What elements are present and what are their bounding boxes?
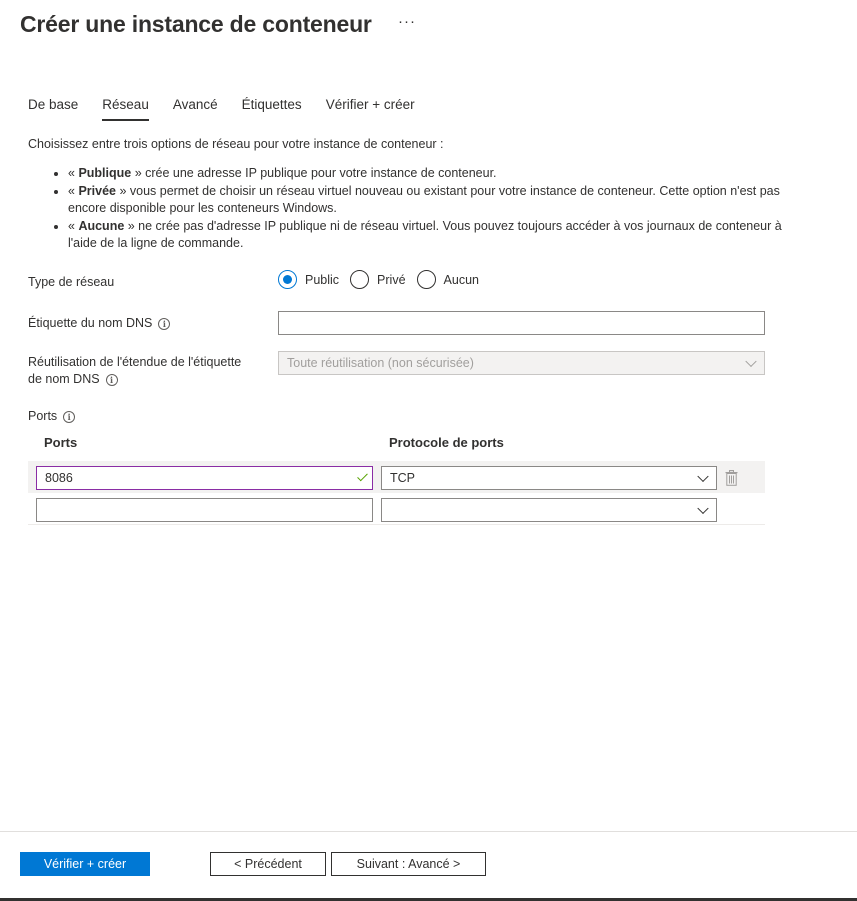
network-type-label: Type de réseau <box>28 275 115 289</box>
tab-tags[interactable]: Étiquettes <box>241 97 302 112</box>
radio-unchecked-icon[interactable] <box>350 270 369 289</box>
option-name: Publique <box>78 166 132 180</box>
tab-review-create[interactable]: Vérifier + créer <box>325 97 415 112</box>
protocol-dropdown[interactable]: TCP <box>381 466 717 490</box>
dns-reuse-label: Réutilisation de l'étendue de l'étiquette de nom DNS i <box>28 355 242 386</box>
dns-label-input[interactable] <box>278 311 765 335</box>
protocol-column-header: Protocole de ports <box>389 435 504 450</box>
row-divider <box>28 524 765 525</box>
next-button[interactable]: Suivant : Avancé > <box>331 852 486 876</box>
checkmark-icon <box>357 471 368 482</box>
dns-reuse-dropdown: Toute réutilisation (non sécurisée) <box>278 351 765 375</box>
review-create-button[interactable]: Vérifier + créer <box>20 852 150 876</box>
info-icon[interactable]: i <box>158 318 170 330</box>
intro-text: Choisissez entre trois options de réseau pour votre instance de conteneur : <box>28 137 444 151</box>
chevron-down-icon <box>697 471 708 482</box>
tab-bar <box>28 97 439 121</box>
list-item: • « Aucune » ne crée pas d'adresse IP publique ni de réseau virtuel. Vous pouvez toujours accéder à vos journaux de conteneur à l'aide de la ligne de commande. <box>68 218 782 253</box>
ports-section-label: Ports i <box>28 408 75 425</box>
more-options-button[interactable]: ··· <box>398 13 416 30</box>
delete-icon[interactable] <box>725 470 738 486</box>
footer-divider <box>0 831 857 832</box>
radio-checked-icon[interactable] <box>278 270 297 289</box>
tab-advanced[interactable]: Avancé <box>172 97 218 112</box>
list-item: • « Privée » vous permet de choisir un réseau virtuel nouveau ou existant pour votre instance de conteneur. Cette option n'est pas encore disponible pour les conteneurs Windows. <box>68 183 782 218</box>
info-icon[interactable]: i <box>106 374 118 386</box>
new-protocol-dropdown[interactable] <box>381 498 717 522</box>
radio-public[interactable]: Public <box>278 270 339 289</box>
radio-private[interactable]: Privé <box>350 270 405 289</box>
tab-basics[interactable]: De base <box>28 97 79 112</box>
dns-label-label: Étiquette du nom DNS i <box>28 315 170 332</box>
page-title: Créer une instance de conteneur <box>20 11 372 37</box>
list-item: • « Publique » crée une adresse IP publique pour votre instance de conteneur. <box>68 165 782 183</box>
network-options-list <box>52 165 782 253</box>
option-name: Aucune <box>78 218 125 233</box>
tab-networking[interactable]: Réseau <box>102 97 149 121</box>
radio-unchecked-icon[interactable] <box>417 270 436 289</box>
previous-button[interactable]: < Précédent <box>210 852 326 876</box>
chevron-down-icon <box>697 503 708 514</box>
network-type-radio-group <box>278 270 490 289</box>
chevron-down-icon <box>745 356 756 367</box>
option-name: Privée <box>78 183 116 198</box>
info-icon[interactable]: i <box>63 411 75 423</box>
new-port-input[interactable] <box>36 498 373 522</box>
radio-none[interactable]: Aucun <box>417 270 479 289</box>
port-input[interactable]: 8086 <box>36 466 373 490</box>
ports-column-header: Ports <box>44 435 78 450</box>
